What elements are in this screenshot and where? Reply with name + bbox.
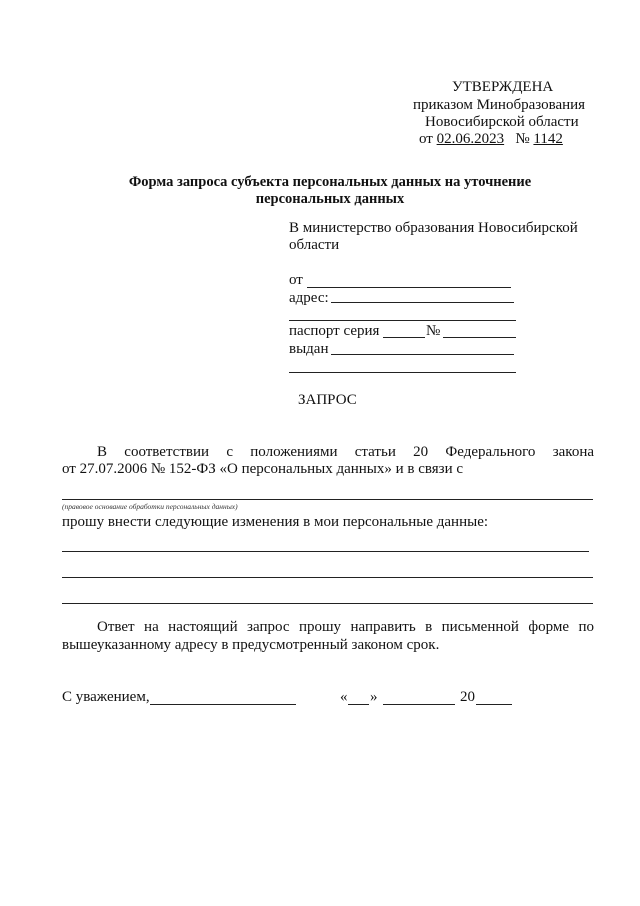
legal-basis-line[interactable]	[62, 499, 593, 500]
date-day-line[interactable]	[348, 704, 369, 705]
issued-label: выдан	[289, 341, 329, 357]
approval-heading: УТВЕРЖДЕНА	[452, 79, 554, 95]
changes-line-2[interactable]	[62, 577, 593, 578]
form-title	[60, 174, 600, 208]
date-quote-open: «	[340, 689, 348, 705]
passport-series-field-line[interactable]	[383, 337, 425, 338]
request-heading: ЗАПРОС	[298, 392, 357, 408]
body-paragraph-1-line-2: от 27.07.2006 № 152-ФЗ «О персональных данных» и в связи с	[62, 461, 464, 477]
address-continuation-line[interactable]	[289, 320, 516, 321]
issued-field-line[interactable]	[331, 354, 514, 355]
changes-line-1[interactable]	[62, 551, 589, 552]
approval-number-label: №	[515, 131, 530, 147]
legal-basis-caption: (правовое основание обработки персональных данных)	[62, 502, 238, 511]
changes-request-text: прошу внести следующие изменения в мои персональные данные:	[62, 514, 489, 530]
approval-order-line	[419, 130, 563, 148]
form-title-line-1: Форма запроса субъекта персональных данных на уточнение	[128, 174, 532, 190]
from-label: от	[289, 272, 303, 288]
body-paragraph-2-line-2: вышеуказанному адресу в предусмотренный законом срок.	[62, 637, 440, 653]
issued-continuation-line[interactable]	[289, 372, 516, 373]
approval-line-1: приказом Минобразования	[413, 97, 586, 113]
body-paragraph-1-line-1: В соответствии с положениями статьи 20 Федерального закона	[97, 444, 594, 460]
approval-from-label: от	[419, 131, 433, 147]
signature-line[interactable]	[150, 704, 296, 705]
regards-label: С уважением,	[62, 689, 150, 705]
body-paragraph-2-line-1: Ответ на настоящий запрос прошу направить в письменной форме по	[97, 619, 594, 635]
approval-line-2: Новосибирской области	[425, 114, 579, 130]
approval-number: 1142	[533, 131, 563, 147]
form-title-line-2: персональных данных	[255, 191, 405, 207]
approval-date: 02.06.2023	[436, 131, 505, 147]
address-label: адрес:	[289, 290, 329, 306]
passport-number-field-line[interactable]	[443, 337, 516, 338]
passport-number-label: №	[426, 323, 441, 339]
date-quote-close: »	[370, 689, 378, 705]
from-field-line[interactable]	[307, 287, 511, 288]
addressee-line-1: В министерство образования Новосибирской	[289, 220, 578, 236]
address-field-line[interactable]	[331, 302, 514, 303]
passport-series-label: паспорт серия	[289, 323, 380, 339]
date-year-line[interactable]	[476, 704, 512, 705]
addressee-line-2: области	[289, 237, 340, 253]
changes-line-3[interactable]	[62, 603, 593, 604]
date-month-line[interactable]	[383, 704, 455, 705]
date-year-prefix: 20	[460, 689, 475, 705]
